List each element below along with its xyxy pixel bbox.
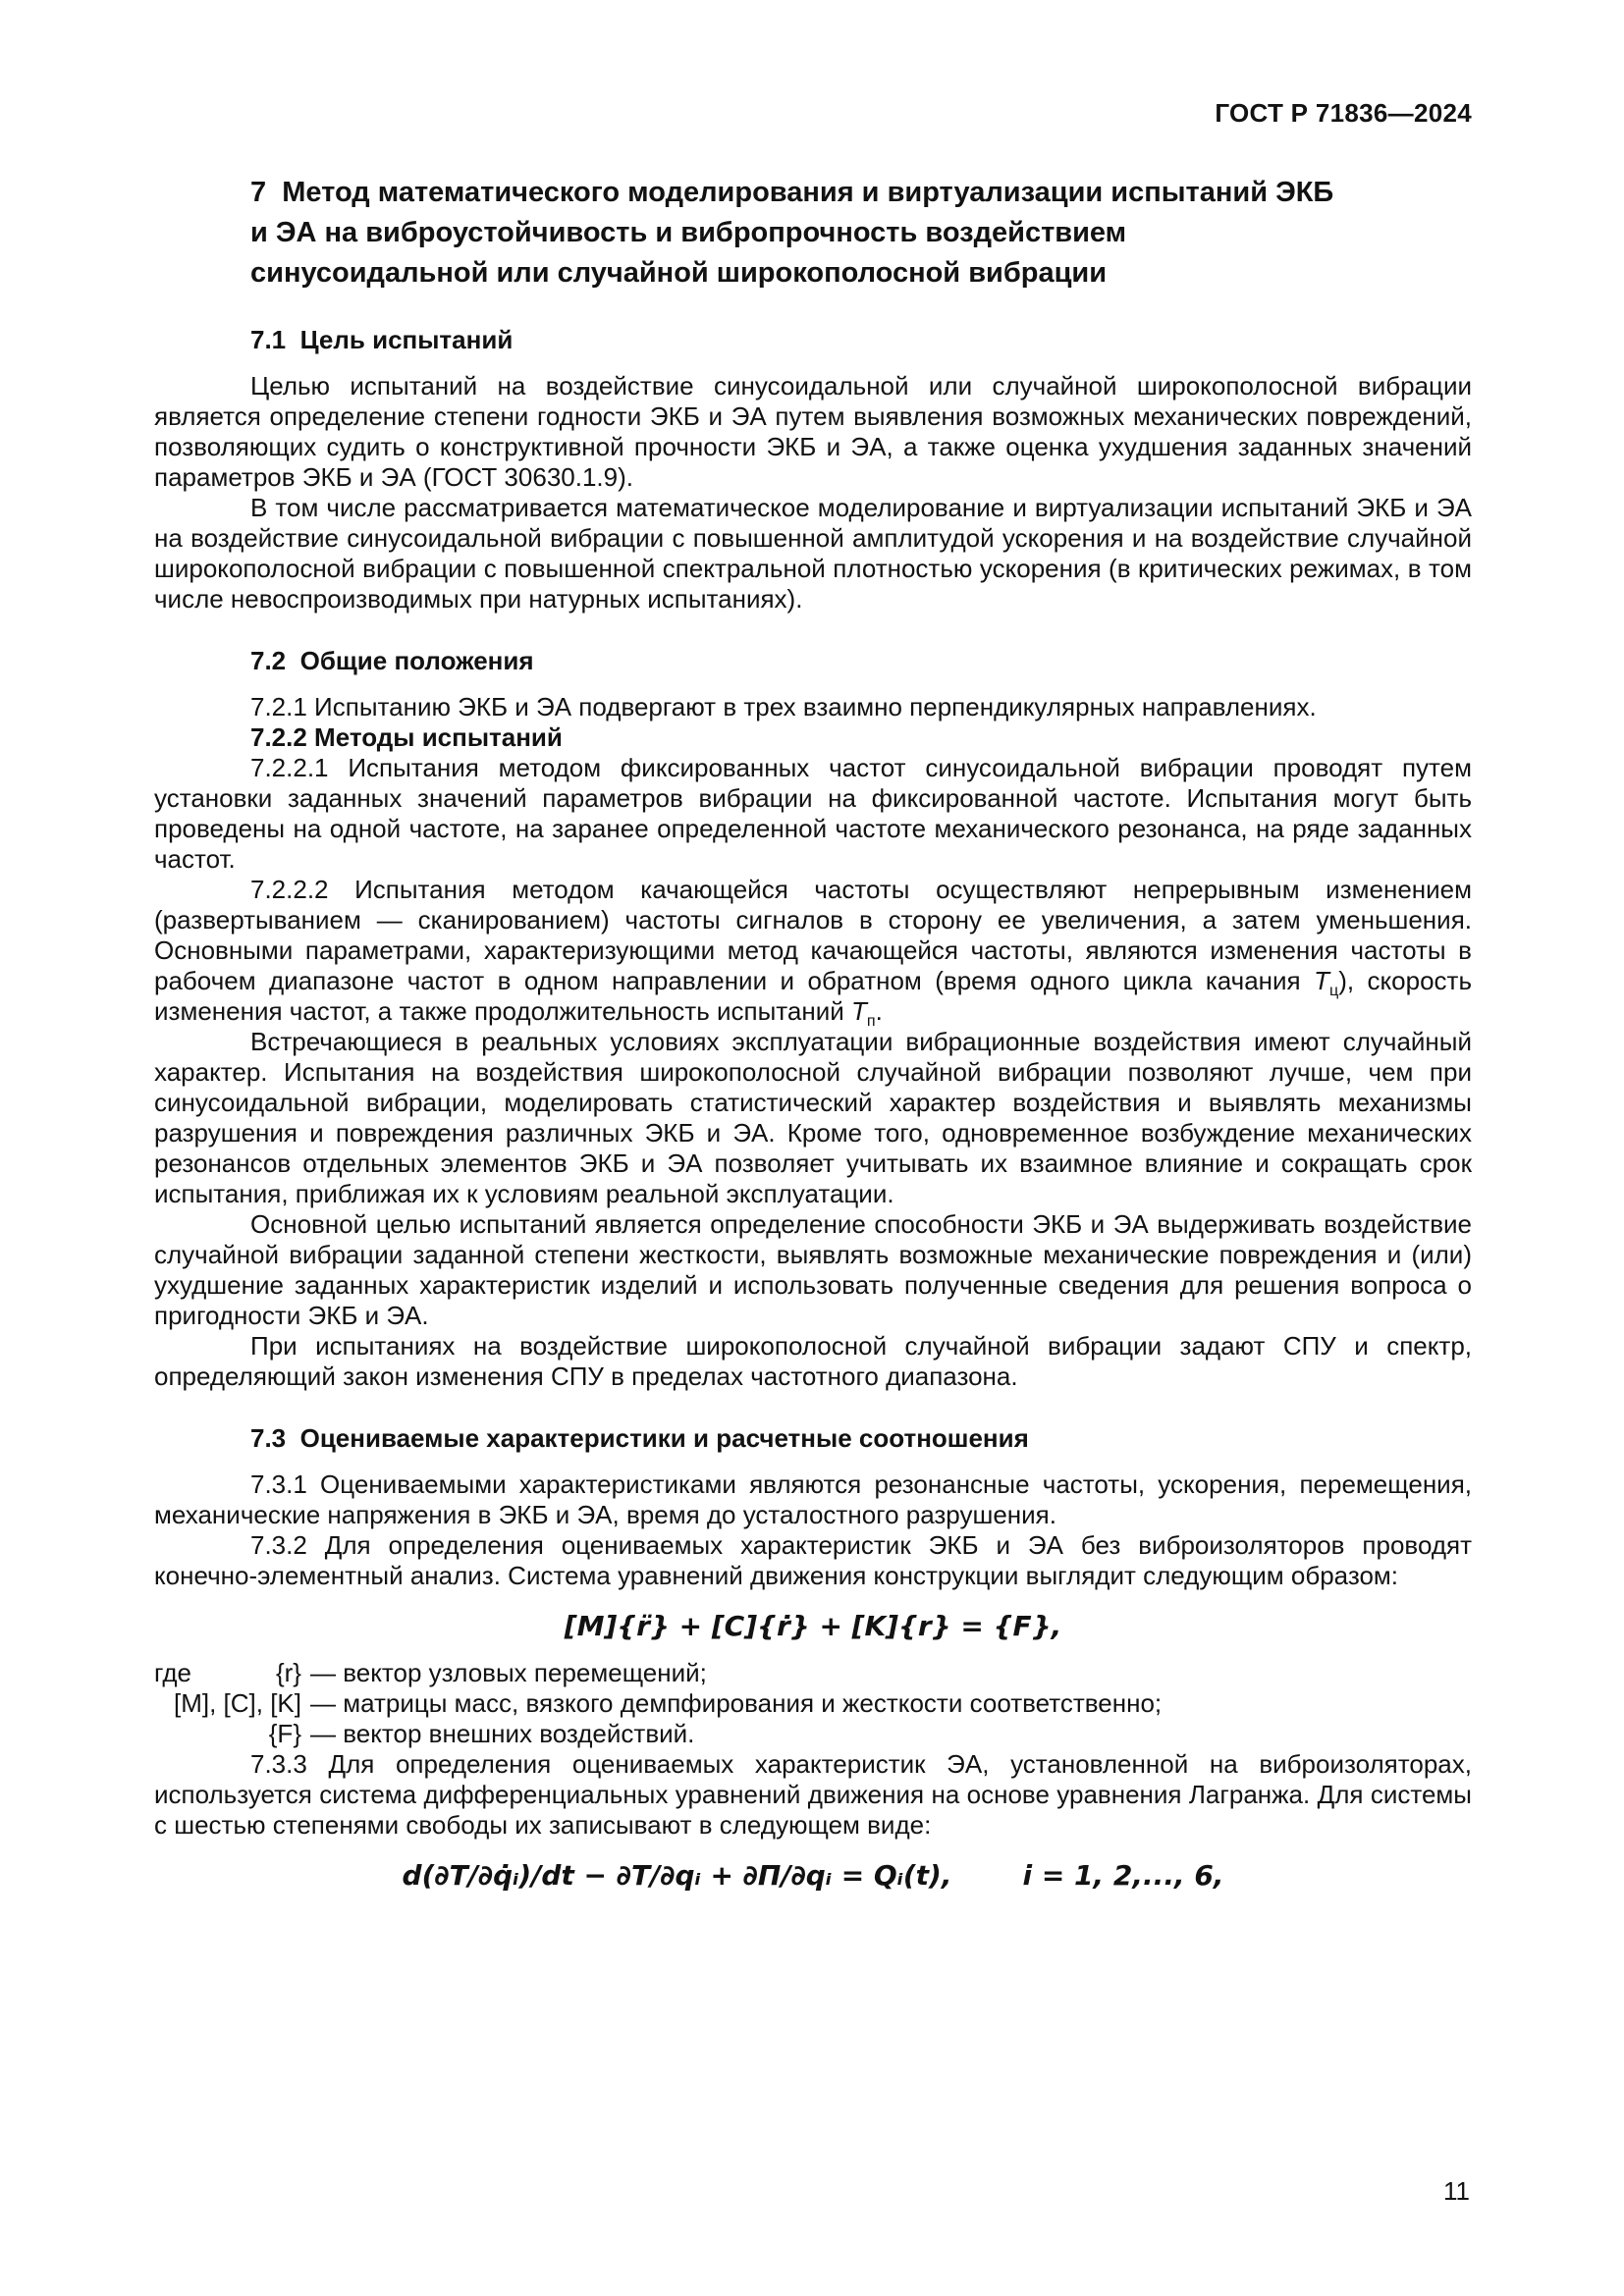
paragraph-7-2-2-2 [154, 875, 1473, 1031]
formula-expression: d(∂T/∂q̇ᵢ)/dt − ∂T/∂qᵢ + ∂П/∂qᵢ = Qᵢ(t), [402, 1859, 952, 1892]
doc-number: ГОСТ Р 71836—2024 [1215, 98, 1472, 128]
paragraph-spu: При испытаниях на воздействие широкополосной случайной вибрации задают СПУ и спектр, определяющий закон изменения СПУ в пределах частотного диапазона. [154, 1331, 1472, 1391]
paragraph-main-goal: Основной целью испытаний является определение способности ЭКБ и ЭА выдерживать воздействие случайной вибрации заданной степени жесткости, выявлять возможные механические повреждения и (или) ухудшение заданных характеристик изделий и использовать полученные сведения для решения вопроса о пригодности ЭКБ и ЭА. [154, 1209, 1472, 1330]
formula-condition: i = 1, 2,..., 6, [1022, 1859, 1224, 1892]
symbol-T-cycle: Т [1314, 966, 1329, 995]
formula-legend [154, 1658, 1472, 1749]
legend-definition: — вектор узловых перемещений; [310, 1658, 707, 1687]
heading-7-3: 7.3 Оцениваемые характеристики и расчетные соотношения [250, 1423, 1029, 1453]
subscript-duration: п [866, 1012, 876, 1031]
subscript-cycle: ц [1328, 982, 1339, 1000]
paragraph-7-1-scope: В том числе рассматривается математическое моделирование и виртуализации испытаний ЭКБ и ЭА на воздействие синусоидальной вибрации с повышенной амплитудой ускорения и на воздействие случайной широкополосной вибрации с повышенной спектральной плотностью ускорения (в критических режимах, в том числе невоспроизводимых при натурных испытаниях). [154, 493, 1472, 614]
symbol-T-duration: Т [850, 996, 867, 1026]
formula-lagrange-equation [154, 1858, 1472, 1894]
legend-row [154, 1658, 1472, 1688]
heading-7-1: 7.1 Цель испытаний [250, 325, 514, 354]
legend-row [154, 1719, 1472, 1749]
paragraph-7-3-2: 7.3.2 Для определения оцениваемых характеристик ЭКБ и ЭА без виброизоляторов проводят конечно-элементный анализ. Система уравнений движения конструкции выглядит следующим образом: [154, 1530, 1472, 1590]
legend-term: [M], [C], [K] [173, 1688, 301, 1718]
paragraph-text: 7.2.2.2 Испытания методом качающейся частоты осуществляют непрерывным изменением (развертыванием — сканированием) частоты сигналов в сторону ее увеличения, а затем уменьшения. Основными параметрами, характеризующими метод качающейся частоты, являются изменения частоты в рабочем диапазоне частот в одном направлении и обратном (время одного цикла качания [154, 875, 1472, 995]
heading-7-2-2: 7.2.2 Методы испытаний [250, 722, 563, 752]
paragraph-7-1-goal: Целью испытаний на воздействие синусоидальной или случайной широкополосной вибрации является определение степени годности ЭКБ и ЭА путем выявления возможных механических повреждений, позволяющих судить о конструктивной прочности ЭКБ и ЭА, а также оценка ухудшения заданных значений параметров ЭКБ и ЭА (ГОСТ 30630.1.9). [154, 371, 1472, 492]
legend-definition: — вектор внешних воздействий. [310, 1719, 695, 1748]
legend-term: {r} [275, 1658, 301, 1687]
paragraph-text: . [875, 996, 883, 1026]
paragraph-text: ), скорость изменения частот, а также продолжительность испытаний [154, 966, 1473, 1026]
paragraph-random-vibration: Встречающиеся в реальных условиях эксплуатации вибрационные воздействия имеют случайный характер. Испытания на воздействия широкополосной случайной вибрации позволяют лучше, чем при синусоидальной вибрации, моделировать статистический характер воздействия и выявлять механизмы разрушения и повреждения различных ЭКБ и ЭА. Кроме того, одновременное возбуждение механических резонансов отдельных элементов ЭКБ и ЭА позволяет учитывать их взаимное влияние и сокращать срок испытания, приближая их к условиям реальной эксплуатации. [154, 1027, 1472, 1208]
paragraph-7-3-1: 7.3.1 Оцениваемыми характеристиками являются резонансные частоты, ускорения, перемещения, механические напряжения в ЭКБ и ЭА, время до усталостного разрушения. [154, 1469, 1472, 1529]
paragraph-7-2-2-1: 7.2.2.1 Испытания методом фиксированных частот синусоидальной вибрации проводят путем установки заданных значений параметров вибрации на фиксированной частоте. Испытания могут быть проведены на одной частоте, на заранее определенной частоте механического резонанса, на ряде заданных частот. [154, 753, 1472, 874]
heading-7-2: 7.2 Общие положения [250, 646, 534, 675]
section-7-heading: 7 Метод математического моделирования и виртуализации испытаний ЭКБ и ЭА на виброустойчивость и вибропрочность воздействием синусоидальной или случайной широкополосной вибрации [250, 177, 1342, 289]
where-label: где [154, 1658, 191, 1687]
legend-term: {F} [268, 1719, 301, 1748]
formula-motion-equation: [M]{r̈} + [C]{ṙ} + [K]{r} = {F}, [564, 1610, 1062, 1642]
paragraph-7-3-3: 7.3.3 Для определения оцениваемых характеристик ЭА, установленной на виброизоляторах, используется система дифференциальных уравнений движения на основе уравнения Лагранжа. Для системы с шестью степенями свободы их записывают в следующем виде: [154, 1749, 1472, 1840]
page-number: 11 [1443, 2176, 1470, 2206]
legend-definition: — матрицы масс, вязкого демпфирования и жесткости соответственно; [310, 1688, 1163, 1718]
legend-row [154, 1688, 1472, 1719]
paragraph-7-2-1: 7.2.1 Испытанию ЭКБ и ЭА подвергают в трех взаимно перпендикулярных направлениях. [250, 692, 1317, 721]
